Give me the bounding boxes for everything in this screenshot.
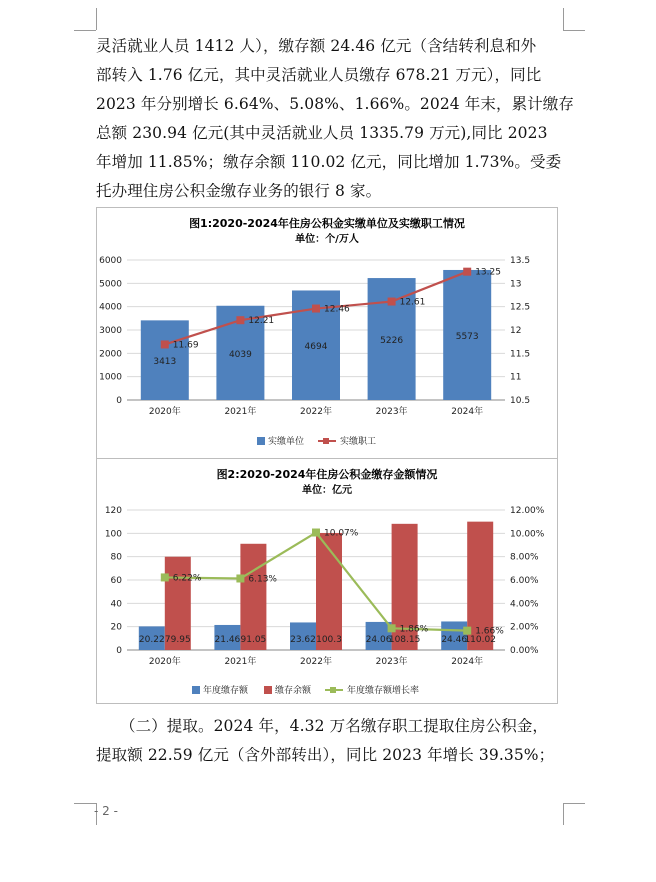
line-marker — [312, 529, 320, 537]
bar-data-label: 100.3 — [316, 635, 342, 645]
corner-mark-top-left-h — [74, 30, 96, 31]
bar-data-label: 24.46 — [441, 635, 468, 645]
page-number: - 2 - — [94, 804, 118, 818]
bar-data-label: 24.06 — [365, 635, 392, 645]
y-right-tick-label: 12 — [510, 326, 522, 336]
bar-data-label: 91.05 — [240, 635, 267, 645]
line-marker — [388, 624, 396, 632]
line-data-label: 6.13% — [248, 574, 277, 585]
y-left-tick-label: 6000 — [99, 256, 122, 266]
y-left-tick-label: 120 — [104, 506, 122, 516]
bar-data-label: 20.22 — [138, 635, 165, 645]
y-left-tick-label: 1000 — [99, 372, 122, 383]
y-right-tick-label: 8.00% — [510, 552, 539, 563]
line-marker — [388, 298, 396, 306]
chart-subtitle: 单位：亿元 — [302, 485, 352, 496]
bar-data-label: 3413 — [153, 357, 177, 368]
y-right-tick-label: 2.00% — [510, 622, 539, 633]
paragraph-withdrawal — [96, 712, 566, 770]
y-left-tick-label: 4000 — [99, 302, 122, 313]
y-right-tick-label: 12.00% — [510, 506, 545, 516]
legend-label: 缴存余额 — [275, 686, 312, 696]
y-right-tick-label: 0.00% — [510, 646, 539, 656]
chart-2-svg — [97, 459, 557, 703]
y-right-tick-label: 4.00% — [510, 599, 539, 610]
y-left-tick-label: 100 — [104, 529, 122, 540]
x-tick-label: 2022年 — [300, 657, 332, 667]
line-data-label: 12.21 — [248, 316, 275, 327]
line-marker — [463, 627, 471, 635]
y-left-tick-label: 20 — [110, 622, 122, 633]
legend-swatch — [330, 687, 336, 693]
bar-data-label: 5226 — [380, 336, 404, 347]
line-data-label: 12.61 — [399, 297, 426, 308]
text-line: 年增加 11.85%；缴存余额 110.02 亿元，同比增加 1.73%。受委 — [96, 153, 562, 171]
bar-data-label: 5573 — [455, 331, 479, 342]
line-data-label: 11.69 — [172, 340, 199, 351]
x-tick-label: 2024年 — [451, 407, 484, 417]
text-line: 提取额 22.59 亿元（含外部转出），同比 2023 年增长 39.35%； — [96, 746, 555, 764]
bar-data-label: 4694 — [304, 342, 328, 353]
bar-data-label: 110.02 — [464, 635, 496, 645]
chart-1-svg — [97, 208, 557, 458]
corner-mark-bottom-left-h — [74, 803, 96, 804]
legend-swatch — [264, 686, 272, 694]
text-line: 托办理住房公积金缴存业务的银行 8 家。 — [96, 182, 382, 200]
x-tick-label: 2023年 — [375, 657, 408, 667]
line-data-label: 10.07% — [324, 528, 359, 539]
chart-2-deposit-amounts — [96, 458, 558, 704]
x-tick-label: 2021年 — [224, 657, 257, 667]
y-left-tick-label: 0 — [116, 646, 122, 656]
y-left-tick-label: 0 — [116, 396, 122, 406]
line-marker — [236, 316, 244, 324]
bar-data-label: 108.15 — [388, 635, 421, 645]
legend-swatch — [257, 437, 265, 445]
legend-swatch — [192, 686, 200, 694]
legend-label: 实缴单位 — [268, 437, 305, 447]
bar-data-label: 21.46 — [214, 635, 241, 645]
bar-data-label: 23.62 — [290, 635, 316, 645]
text-line: 总额 230.94 亿元(其中灵活就业人员 1335.79 万元),同比 2023 — [96, 124, 548, 142]
chart-title: 图1:2020-2024年住房公积金实缴单位及实缴职工情况 — [189, 217, 465, 230]
line-data-label: 1.66% — [475, 626, 504, 637]
legend-label: 年度缴存额增长率 — [347, 686, 420, 696]
y-left-tick-label: 60 — [110, 576, 122, 586]
y-right-tick-label: 13 — [510, 279, 522, 290]
line-marker — [236, 574, 244, 582]
x-tick-label: 2024年 — [451, 657, 484, 667]
paragraph-deposit-summary — [96, 32, 574, 206]
line-marker — [312, 305, 320, 313]
y-left-tick-label: 5000 — [99, 279, 122, 290]
y-right-tick-label: 13.5 — [510, 256, 531, 266]
corner-mark-top-right-h — [563, 30, 585, 31]
y-right-tick-label: 10.5 — [510, 396, 531, 406]
legend-label: 年度缴存额 — [203, 686, 249, 696]
x-tick-label: 2020年 — [148, 407, 181, 417]
line-marker — [161, 340, 169, 348]
corner-mark-top-left-v — [96, 8, 97, 30]
chart-subtitle: 单位：个/万人 — [295, 234, 359, 245]
bar-data-label: 79.95 — [164, 635, 191, 645]
y-left-tick-label: 80 — [110, 552, 122, 563]
corner-mark-top-right-v — [563, 8, 564, 30]
line-data-label: 13.25 — [475, 267, 501, 278]
y-right-tick-label: 6.00% — [510, 576, 539, 586]
legend-label: 实缴职工 — [340, 437, 377, 447]
x-tick-label: 2023年 — [375, 407, 408, 417]
text-line: 部转入 1.76 亿元，其中灵活就业人员缴存 678.21 万元），同比 — [96, 66, 542, 84]
chart-1-units-and-employees — [96, 207, 558, 459]
y-left-tick-label: 3000 — [99, 326, 122, 336]
bar-data-label: 4039 — [228, 349, 252, 360]
text-line: 灵活就业人员 1412 人），缴存额 24.46 亿元（含结转利息和外 — [96, 37, 537, 55]
legend-swatch — [323, 438, 329, 444]
text-line: （二）提取。2024 年，4.32 万名缴存职工提取住房公积金， — [120, 717, 549, 735]
line-marker — [463, 268, 471, 276]
y-left-tick-label: 2000 — [99, 349, 122, 360]
line-data-label: 6.22% — [172, 573, 202, 584]
corner-mark-bottom-right-h — [563, 803, 585, 804]
x-tick-label: 2021年 — [224, 407, 257, 417]
line-marker — [161, 573, 169, 581]
y-right-tick-label: 11 — [510, 372, 522, 383]
line-data-label: 12.46 — [324, 304, 350, 315]
x-tick-label: 2020年 — [148, 657, 181, 667]
text-line: 2023 年分别增长 6.64%、5.08%、1.66%。2024 年末，累计缴存 — [96, 95, 574, 113]
y-right-tick-label: 12.5 — [510, 302, 531, 313]
chart-title: 图2:2020-2024年住房公积金缴存金额情况 — [216, 468, 438, 481]
y-left-tick-label: 40 — [110, 599, 122, 610]
x-tick-label: 2022年 — [300, 407, 332, 417]
corner-mark-bottom-right-v — [563, 803, 564, 825]
line-data-label: 1.86% — [399, 624, 429, 635]
y-right-tick-label: 10.00% — [510, 529, 545, 540]
y-right-tick-label: 11.5 — [510, 349, 531, 360]
